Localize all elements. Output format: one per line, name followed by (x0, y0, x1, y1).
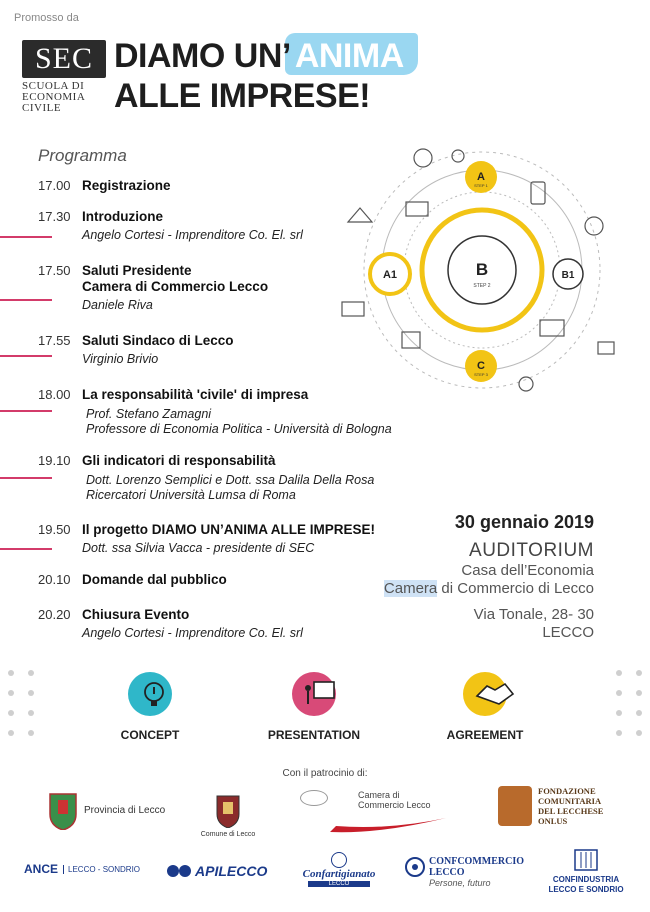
step-a-caption: STEP 1 (474, 183, 488, 188)
confcommercio-sub: Persone, futuro (429, 878, 491, 888)
patronage-heading: Con il patrocinio di: (282, 768, 368, 779)
presentation-block (254, 672, 374, 742)
dot (8, 730, 14, 736)
camera-swoosh-icon (300, 812, 450, 836)
sponsor-comune (200, 790, 256, 838)
item-label: Saluti Presidente (82, 263, 192, 278)
handshake-icon (463, 672, 507, 716)
item-time: 20.10 (38, 572, 71, 587)
phone-icon (531, 182, 545, 204)
page-title (114, 36, 408, 116)
dots-left (8, 670, 34, 736)
step-b-caption: STEP 2 (473, 283, 491, 289)
sec-logo-subtitle (22, 81, 106, 114)
item-label: Saluti Sindaco di Lecco (82, 333, 234, 348)
event-line-2-highlight: Camera (383, 580, 438, 597)
process-diagram (318, 142, 646, 404)
sponsor-fondazione-label: FONDAZIONE COMUNITARIA DEL LECCHESE ONLUS (538, 786, 604, 826)
code-icon (540, 320, 564, 336)
sponsor-api (166, 860, 267, 882)
sponsor-camera-label: Camera di Commercio Lecco (358, 790, 431, 810)
lightbulb-icon (128, 672, 172, 716)
item-label: Registrazione (82, 178, 171, 193)
item-time: 18.00 (38, 387, 71, 402)
sec-logo-sub-line: SCUOLA DI (22, 80, 85, 92)
gear-icon (414, 149, 432, 167)
ance-label: ANCE (24, 862, 59, 876)
dot (28, 670, 34, 676)
sec-logo-box (22, 40, 106, 78)
dot (28, 710, 34, 716)
document-icon (342, 302, 364, 316)
program-item (38, 453, 458, 503)
item-sub: Professore di Economia Politica - Università di Bologna (86, 422, 392, 436)
confcommercio-label: CONFCOMMERCIO LECCO (429, 856, 524, 878)
sec-logo-text: SEC (34, 42, 94, 75)
api-label: APILECCO (195, 863, 268, 879)
fondazione-logo-icon (498, 786, 532, 826)
sponsor-confindustria (546, 848, 626, 895)
sponsor-provincia-label: Provincia di Lecco (84, 804, 166, 816)
title-line-1 (114, 36, 408, 76)
api-logo-icon (166, 860, 192, 882)
sec-logo-sub-line: ECONOMIA (22, 91, 86, 103)
item-sub: Ricercatori Università Lumsa di Roma (86, 488, 296, 502)
dot (8, 690, 14, 696)
item-label: Chiusura Evento (82, 607, 190, 622)
presentation-label: PRESENTATION (267, 728, 361, 742)
title-highlight: ANIMA (291, 37, 408, 75)
program-item (38, 522, 438, 556)
sponsor-fondazione (498, 786, 618, 826)
dot (616, 730, 622, 736)
event-line-2-rest: di Commercio di Lecco (437, 580, 594, 597)
sec-logo (22, 40, 106, 114)
comune-crest-icon (215, 790, 241, 828)
item-label: La responsabilità 'civile' di impresa (82, 387, 309, 402)
confartigianato-label: Confartigianato (302, 868, 376, 880)
agreement-block (425, 672, 545, 742)
program-item (38, 572, 438, 588)
dot (616, 690, 622, 696)
camera-emblem-icon (300, 790, 328, 806)
presentation-icon (292, 672, 336, 716)
promoted-by-text: Promosso da (14, 12, 79, 24)
item-time: 17.55 (38, 333, 71, 348)
item-sub: Prof. Stefano Zamagni (86, 407, 212, 421)
chart-icon (406, 202, 428, 216)
sponsor-ance (24, 862, 140, 876)
confcommercio-logo-icon (404, 856, 426, 878)
agreement-label: AGREEMENT (446, 728, 524, 742)
concept-block (90, 672, 210, 742)
sponsor-confcommercio (404, 856, 539, 888)
item-label: Domande dal pubblico (82, 572, 227, 587)
sec-logo-sub-line: CIVILE (22, 102, 62, 114)
sponsor-confartigianato (296, 852, 382, 887)
sponsor-camera (300, 790, 450, 839)
dot (616, 670, 622, 676)
item-sub: Daniele Riva (82, 298, 153, 312)
sponsor-comune-label: Comune di Lecco (200, 831, 256, 838)
bar-chart-icon (598, 342, 614, 354)
title-part: DIAMO UN’ (114, 37, 291, 75)
title-line-2: ALLE IMPRESE! (114, 77, 371, 115)
sponsor-provincia (48, 790, 165, 830)
item-time: 19.10 (38, 453, 71, 468)
step-b-letter: B (475, 260, 489, 279)
item-label: Introduzione (82, 209, 163, 224)
event-line-2 (384, 580, 594, 597)
dot (636, 710, 642, 716)
concept-label: CONCEPT (120, 728, 180, 742)
item-sub: Dott. ssa Silvia Vacca - presidente di SEC (82, 541, 315, 555)
dot (636, 690, 642, 696)
dot (636, 730, 642, 736)
step-c-caption: STEP 3 (474, 372, 488, 377)
item-label: Il progetto DIAMO UN’ANIMA ALLE IMPRESE! (82, 522, 375, 537)
globe-icon (452, 150, 464, 162)
dot (636, 670, 642, 676)
b1-label: B1 (561, 270, 575, 281)
item-sub: Angelo Cortesi - Imprenditore Co. El. srl (82, 228, 303, 242)
item-label: Gli indicatori di responsabilità (82, 453, 276, 468)
dot (616, 710, 622, 716)
event-address: Via Tonale, 28- 30 (473, 606, 594, 623)
program-heading: Programma (38, 146, 127, 165)
item-sub: Dott. Lorenzo Semplici e Dott. ssa Dalila Della Rosa (86, 473, 375, 487)
item-label-2: Camera di Commercio Lecco (82, 279, 269, 294)
event-venue: AUDITORIUM (469, 540, 594, 561)
item-sub: Angelo Cortesi - Imprenditore Co. El. srl (82, 626, 303, 640)
event-date: 30 gennaio 2019 (454, 512, 594, 532)
item-time: 17.00 (38, 178, 71, 193)
pyramid-icon (348, 208, 372, 222)
item-time: 17.50 (38, 263, 71, 278)
item-time: 17.30 (38, 209, 71, 224)
item-time: 19.50 (38, 522, 71, 537)
dot (8, 710, 14, 716)
event-city: LECCO (542, 624, 594, 641)
confartigianato-emblem-icon (331, 852, 347, 868)
dot (8, 670, 14, 676)
ance-sub: LECCO - SONDRIO (63, 865, 140, 874)
confindustria-logo-icon (573, 848, 599, 872)
dots-right (616, 670, 642, 736)
dot (28, 690, 34, 696)
step-a-letter: A (477, 171, 485, 183)
dot (28, 730, 34, 736)
confartigianato-sub: LECCO (308, 881, 370, 887)
event-line-1: Casa dell’Economia (461, 562, 594, 579)
item-time: 20.20 (38, 607, 71, 622)
item-sub: Virginio Brivio (82, 352, 159, 366)
confindustria-label: CONFINDUSTRIA LECCO E SONDRIO (548, 875, 624, 894)
step-c-letter: C (477, 360, 485, 372)
a1-label: A1 (382, 269, 398, 281)
program-item (38, 607, 438, 641)
